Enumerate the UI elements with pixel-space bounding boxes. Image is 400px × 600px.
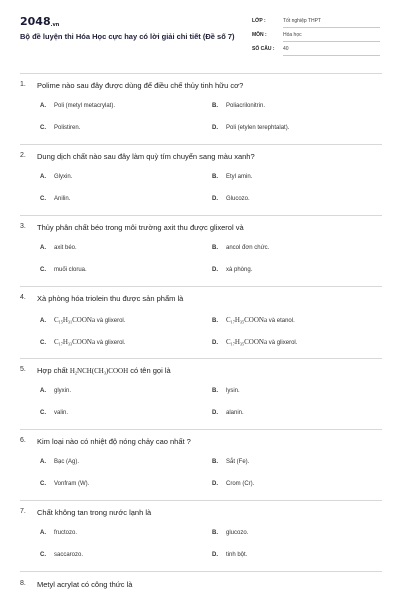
- formula-subscript: 3: [103, 370, 106, 376]
- option-d[interactable]: [212, 338, 297, 347]
- meta-table: [252, 15, 380, 57]
- option-letter: C.: [40, 552, 46, 558]
- option-formula: [226, 316, 267, 324]
- option-text: tinh bột.: [226, 552, 248, 558]
- option-a[interactable]: [40, 388, 71, 394]
- question-text-end: có tên gọi là: [130, 366, 171, 375]
- option-a[interactable]: [40, 174, 72, 180]
- question-text: Metyl acrylat có công thức là: [37, 580, 133, 589]
- brand-name: 2048: [20, 15, 51, 28]
- option-letter: A.: [40, 174, 46, 180]
- formula-part: H: [62, 316, 68, 324]
- formula-part: C: [226, 338, 231, 346]
- brand-suffix: .vn: [50, 22, 60, 28]
- formula-subscript: 2: [74, 370, 78, 376]
- option-c[interactable]: [40, 125, 80, 131]
- option-c[interactable]: [40, 267, 87, 273]
- meta-key: LỚP :: [252, 18, 266, 24]
- formula-part: C: [226, 316, 231, 324]
- document-title: Bộ đề luyện thi Hóa Học cực hay có lời giải chi tiết (Đề số 7): [20, 32, 235, 41]
- meta-value: Hóa học: [283, 32, 380, 42]
- option-letter: A.: [40, 459, 46, 465]
- option-text: valin.: [54, 410, 69, 416]
- option-text: lysin.: [226, 388, 240, 394]
- option-text: xà phòng.: [226, 267, 253, 273]
- question-text: Chất không tan trong nước lạnh là: [37, 508, 152, 517]
- option-text: Etyl amin.: [226, 174, 253, 180]
- option-a[interactable]: [40, 459, 79, 465]
- option-text: và glixerol.: [267, 340, 298, 346]
- option-letter: C.: [40, 125, 46, 131]
- option-a[interactable]: [40, 245, 77, 251]
- formula-part: H: [234, 338, 240, 346]
- option-text: Polistiren.: [54, 125, 81, 131]
- option-text: và etanol.: [267, 318, 295, 324]
- option-text: Anilin.: [54, 196, 71, 202]
- question-text: Kim loại nào có nhiệt độ nóng chảy cao nhất ?: [37, 437, 191, 446]
- option-c[interactable]: [40, 552, 83, 558]
- option-b[interactable]: [212, 245, 269, 251]
- formula-part: )COOH: [105, 367, 129, 375]
- formula-part: H: [69, 367, 75, 375]
- divider: [20, 358, 382, 359]
- formula-subscript: 17: [230, 341, 235, 347]
- option-letter: D.: [212, 340, 218, 346]
- option-letter: B.: [212, 388, 218, 394]
- divider: [20, 429, 382, 430]
- formula-part: C: [54, 338, 59, 346]
- question-text: Thủy phân chất béo trong môi trường axit thu được glixerol và: [37, 223, 244, 232]
- option-letter: A.: [40, 388, 46, 394]
- option-c[interactable]: [40, 481, 89, 487]
- meta-key: MÔN :: [252, 32, 267, 38]
- divider: [20, 144, 382, 145]
- option-letter: C.: [40, 196, 46, 202]
- divider: [20, 215, 382, 216]
- option-text: Poli (etylen terephtalat).: [226, 125, 290, 131]
- formula-part: COONa: [72, 338, 96, 346]
- option-text: Poliacrilonitrin.: [226, 103, 266, 109]
- option-text: và glixerol.: [95, 318, 126, 324]
- option-d[interactable]: [212, 410, 244, 416]
- option-letter: B.: [212, 318, 218, 324]
- question-number: 7.: [20, 508, 26, 515]
- formula-subscript: 17: [58, 341, 63, 347]
- option-text: muối clorua.: [54, 267, 87, 273]
- option-text: Glyxin.: [54, 174, 73, 180]
- formula-subscript: 33: [67, 341, 73, 347]
- option-d[interactable]: [212, 481, 254, 487]
- option-a[interactable]: [40, 530, 77, 536]
- option-letter: B.: [212, 103, 218, 109]
- formula-part: H: [234, 316, 240, 324]
- option-text: Bạc (Ag).: [54, 459, 80, 465]
- formula-part: C: [54, 316, 59, 324]
- question-number: 8.: [20, 580, 26, 587]
- question-text-start: Hợp chất: [37, 366, 68, 375]
- option-letter: B.: [212, 174, 218, 180]
- option-b[interactable]: [212, 459, 249, 465]
- question-number: 1.: [20, 81, 26, 88]
- question-number: 6.: [20, 437, 26, 444]
- option-letter: B.: [212, 530, 218, 536]
- question-formula: [70, 367, 128, 375]
- option-formula: [54, 316, 95, 324]
- question-number: 2.: [20, 152, 26, 159]
- option-text: Poli (metyl metacrylat).: [54, 103, 116, 109]
- meta-value: Tốt nghiệp THPT: [283, 18, 380, 28]
- option-b[interactable]: [212, 388, 240, 394]
- option-formula: [54, 338, 95, 346]
- question-text: [37, 366, 171, 376]
- formula-part: COONa: [244, 338, 268, 346]
- option-text: Crom (Cr).: [226, 481, 255, 487]
- option-b[interactable]: [212, 530, 248, 536]
- option-text: glyxin.: [54, 388, 72, 394]
- option-c[interactable]: [40, 196, 70, 202]
- question-text: Polime nào sau đây được dùng để điều chế thủy tinh hữu cơ?: [37, 81, 244, 90]
- option-letter: D.: [212, 410, 218, 416]
- option-text: Sắt (Fe).: [226, 459, 250, 465]
- question-text: Xà phòng hóa triolein thu được sản phẩm là: [37, 294, 184, 303]
- option-letter: A.: [40, 318, 46, 324]
- brand-logo[interactable]: [20, 15, 59, 28]
- question-number: 5.: [20, 366, 26, 373]
- option-text: saccarozo.: [54, 552, 84, 558]
- option-letter: C.: [40, 481, 46, 487]
- option-b[interactable]: [212, 316, 295, 325]
- meta-row-count: [252, 43, 380, 57]
- option-letter: A.: [40, 245, 46, 251]
- option-letter: D.: [212, 267, 218, 273]
- formula-subscript: 17: [230, 319, 235, 325]
- question-text: Dung dịch chất nào sau đây làm quỳ tím chuyển sang màu xanh?: [37, 152, 255, 161]
- divider: [20, 571, 382, 572]
- option-d[interactable]: [212, 552, 247, 558]
- option-letter: C.: [40, 340, 46, 346]
- meta-key: SỐ CÂU :: [252, 46, 275, 52]
- formula-part: COONa: [244, 316, 268, 324]
- meta-row-subject: [252, 29, 380, 43]
- option-c[interactable]: [40, 410, 68, 416]
- formula-subscript: 35: [239, 319, 245, 325]
- option-letter: D.: [212, 125, 218, 131]
- option-text: ancol đơn chức.: [226, 245, 270, 251]
- option-letter: A.: [40, 530, 46, 536]
- option-letter: C.: [40, 267, 46, 273]
- question-number: 3.: [20, 223, 26, 230]
- option-letter: D.: [212, 552, 218, 558]
- option-text: axit béo.: [54, 245, 77, 251]
- question-number: 4.: [20, 294, 26, 301]
- option-d[interactable]: [212, 125, 289, 131]
- formula-subscript: 15: [58, 319, 63, 325]
- formula-subscript: 31: [67, 319, 73, 325]
- option-letter: B.: [212, 245, 218, 251]
- formula-part: COONa: [72, 316, 96, 324]
- option-letter: B.: [212, 459, 218, 465]
- option-letter: C.: [40, 410, 46, 416]
- option-d[interactable]: [212, 196, 250, 202]
- option-text: alanin.: [226, 410, 244, 416]
- divider: [20, 73, 382, 74]
- formula-part: NCH(CH: [77, 367, 104, 375]
- option-text: Vonfram (W).: [54, 481, 90, 487]
- option-a[interactable]: [40, 103, 115, 109]
- option-c[interactable]: [40, 338, 125, 347]
- formula-part: H: [62, 338, 68, 346]
- option-text: Glucozo.: [226, 196, 250, 202]
- option-a[interactable]: [40, 316, 125, 325]
- option-b[interactable]: [212, 103, 265, 109]
- option-text: và glixerol.: [95, 340, 126, 346]
- divider: [20, 500, 382, 501]
- option-formula: [226, 338, 267, 346]
- option-letter: D.: [212, 196, 218, 202]
- option-d[interactable]: [212, 267, 252, 273]
- option-letter: A.: [40, 103, 46, 109]
- formula-subscript: 35: [239, 341, 245, 347]
- meta-value: 40: [283, 46, 380, 56]
- option-text: fructozo.: [54, 530, 78, 536]
- option-b[interactable]: [212, 174, 252, 180]
- option-text: glucozo.: [226, 530, 249, 536]
- meta-row-grade: [252, 15, 380, 29]
- divider: [20, 286, 382, 287]
- option-letter: D.: [212, 481, 218, 487]
